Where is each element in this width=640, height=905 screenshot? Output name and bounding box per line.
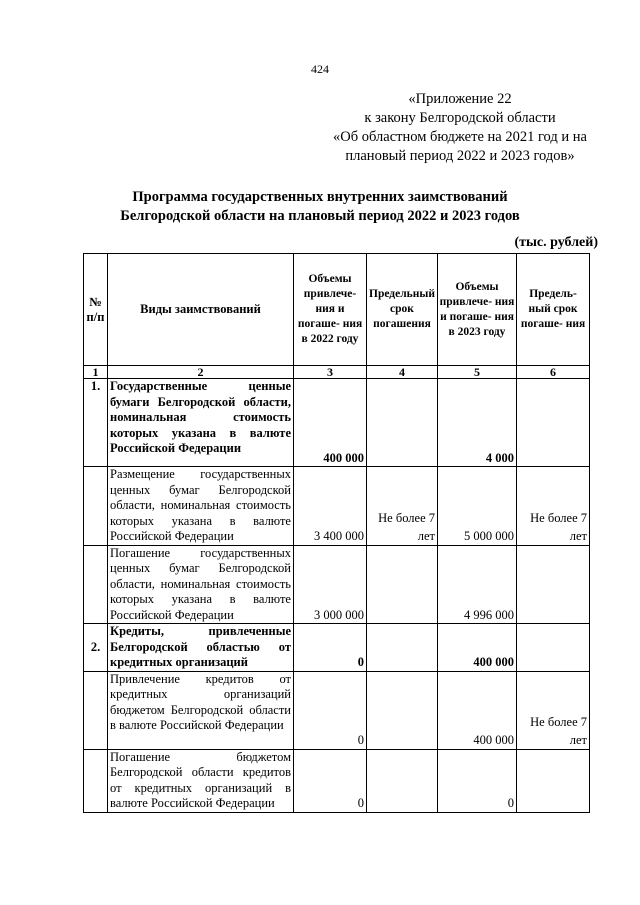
term-2022 (367, 379, 438, 467)
table-row (84, 624, 590, 672)
header-term-2023: Предель- ный срок погаше- ния (517, 254, 590, 366)
term-2023 (517, 379, 590, 467)
term-2022 (367, 624, 438, 672)
page-number: 424 (311, 62, 329, 76)
row-number (84, 749, 108, 812)
row-number: 2. (84, 624, 108, 672)
table-row (84, 749, 590, 812)
table-row (84, 671, 590, 749)
header-borrowing-type: Виды заимствований (108, 254, 294, 366)
volume-2022: 400 000 (294, 379, 367, 467)
term-2023 (517, 545, 590, 624)
term-2023 (517, 624, 590, 672)
row-description: Кредиты, привлеченные Белгородской областью от кредитных организаций (108, 624, 294, 672)
row-description: Погашение бюджетом Белгородской области кредитов от кредитных организаций в валюте Российской Федерации (108, 749, 294, 812)
header-term-2022: Предельный срок погашения (367, 254, 438, 366)
header-number: № п/п (84, 254, 108, 366)
title-line-1: Программа государственных внутренних заимствований (132, 189, 508, 205)
term-2022 (367, 545, 438, 624)
row-description: Привлечение кредитов от кредитных организаций бюджетом Белгородской области в валюте Российской Федерации (108, 671, 294, 749)
volume-2023: 400 000 (438, 624, 517, 672)
row-number: 1. (84, 379, 108, 467)
volume-2022: 3 400 000 (294, 467, 367, 546)
volume-2023: 400 000 (438, 671, 517, 749)
table-row (84, 467, 590, 546)
term-2022: Не более 7 лет (367, 467, 438, 546)
volume-2023: 5 000 000 (438, 467, 517, 546)
header-volume-2022: Объемы привлече- ния и погаше- ния в 2022 году (294, 254, 367, 366)
term-2022 (367, 749, 438, 812)
volume-2023: 0 (438, 749, 517, 812)
table-row (84, 379, 590, 467)
header-volume-2023: Объемы привлече- ния и погаше- ния в 2023 году (438, 254, 517, 366)
row-number (84, 671, 108, 749)
term-2023 (517, 749, 590, 812)
document-title (0, 188, 640, 226)
term-2023: Не более 7 лет (517, 467, 590, 546)
borrowing-program-table (83, 253, 590, 813)
appendix-line-4: плановый период 2022 и 2023 годов» (345, 148, 575, 164)
header-row (84, 254, 590, 366)
volume-2023: 4 996 000 (438, 545, 517, 624)
table-row (84, 545, 590, 624)
units-label: (тыс. рублей) (514, 235, 598, 250)
appendix-line-1: «Приложение 22 (408, 91, 512, 107)
appendix-heading (300, 90, 620, 166)
index-cell: 5 (438, 366, 517, 379)
volume-2022: 0 (294, 624, 367, 672)
volume-2022: 0 (294, 749, 367, 812)
column-index-row (84, 366, 590, 379)
index-cell: 1 (84, 366, 108, 379)
volume-2022: 3 000 000 (294, 545, 367, 624)
volume-2022: 0 (294, 671, 367, 749)
term-2023: Не более 7 лет (517, 671, 590, 749)
row-number (84, 467, 108, 546)
row-description: Погашение государственных ценных бумаг Белгородской области, номинальная стоимость которых указана в валюте Российской Федерации (108, 545, 294, 624)
appendix-line-3: «Об областном бюджете на 2021 год и на (333, 129, 587, 145)
row-number (84, 545, 108, 624)
index-cell: 2 (108, 366, 294, 379)
volume-2023: 4 000 (438, 379, 517, 467)
term-2022 (367, 671, 438, 749)
index-cell: 6 (517, 366, 590, 379)
index-cell: 3 (294, 366, 367, 379)
title-line-2: Белгородской области на плановый период 2022 и 2023 годов (120, 208, 520, 224)
appendix-line-2: к закону Белгородской области (364, 110, 556, 126)
row-description: Государственные ценные бумаги Белгородской области, номинальная стоимость которых указана в валюте Российской Федерации (108, 379, 294, 467)
row-description: Размещение государственных ценных бумаг Белгородской области, номинальная стоимость которых указана в валюте Российской Федерации (108, 467, 294, 546)
index-cell: 4 (367, 366, 438, 379)
